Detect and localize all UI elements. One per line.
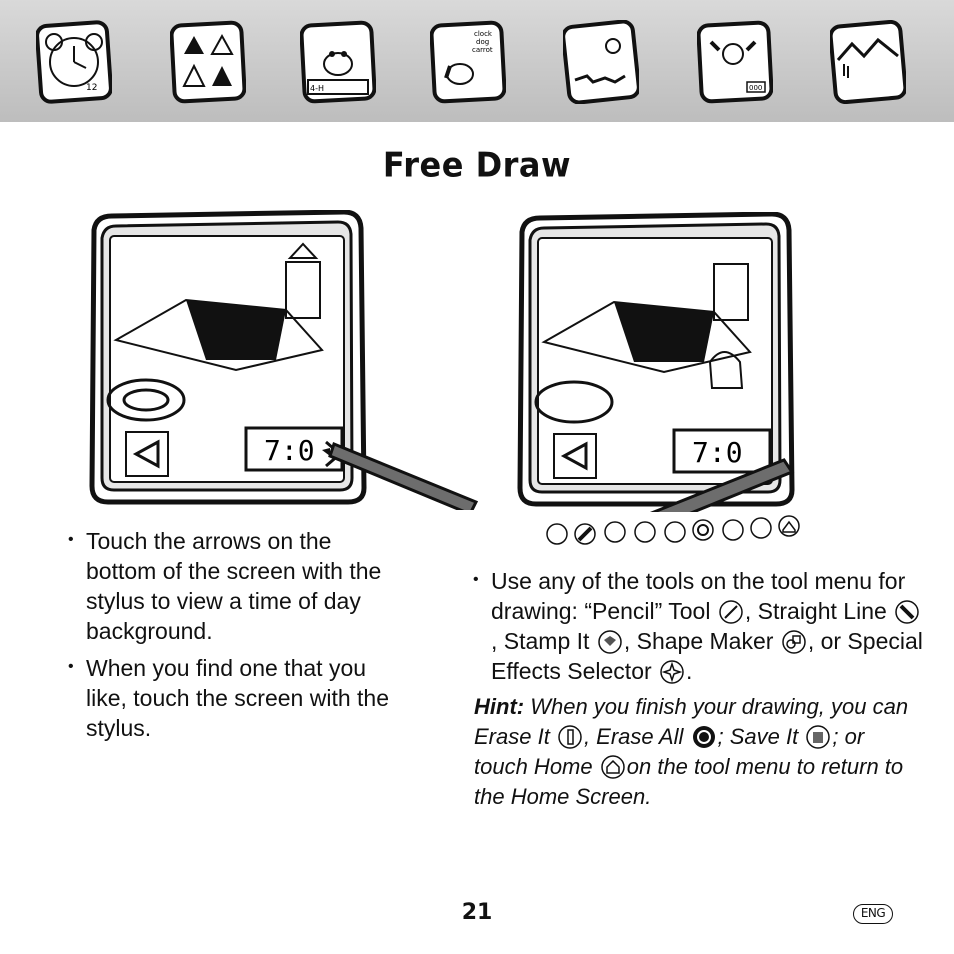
erase-it-icon	[665, 522, 685, 542]
home-icon	[601, 755, 625, 779]
hint-text-2: , Erase All	[583, 724, 684, 749]
words-thumb-line-1: clock	[474, 30, 492, 38]
home-icon	[779, 516, 799, 536]
hint-text-1: When you finish your drawing, you can Erase It	[474, 694, 909, 749]
language-badge: ENG	[853, 904, 893, 924]
tools-intro-text: Use any of the tools on the tool menu for drawing: “Pencil” Tool	[491, 568, 906, 624]
sun-animals-thumbnail	[563, 20, 639, 104]
right-screen-time: 7:0	[692, 436, 743, 469]
tool-menu-strip	[545, 512, 805, 548]
page-number: 21	[461, 900, 493, 925]
special-effects-icon	[723, 520, 743, 540]
top-banner	[0, 0, 954, 122]
pencil-tool-icon	[547, 524, 567, 544]
erase-all-icon	[693, 520, 713, 540]
straight-line-text: , Straight Line	[744, 598, 887, 624]
shapes-thumbnail	[170, 20, 246, 104]
pencil-tool-icon	[719, 600, 743, 624]
left-bullet-2: • When you find one that you like, touch the screen with the stylus.	[68, 653, 404, 743]
erase-all-icon	[692, 725, 716, 749]
right-instructions-list	[473, 566, 923, 693]
time-of-day-screen-illustration	[86, 210, 496, 510]
save-it-icon	[806, 725, 830, 749]
straight-line-icon	[895, 600, 919, 624]
save-it-icon	[751, 518, 771, 538]
stamp-it-text: , Stamp It	[491, 628, 590, 654]
shape-maker-icon	[605, 522, 625, 542]
hint-paragraph	[474, 692, 924, 812]
hint-text-4: ; or touch Home	[474, 724, 865, 779]
clock-thumb-label: 12	[86, 83, 98, 93]
girl-thumb-score: 000	[749, 84, 763, 92]
shape-maker-text: , Shape Maker	[623, 628, 774, 654]
girl-thumbnail	[697, 20, 773, 104]
hint-label: Hint:	[474, 694, 525, 719]
words-thumb-line-3: carrot	[472, 46, 493, 54]
words-dog-thumbnail	[430, 20, 506, 104]
shape-maker-icon	[782, 630, 806, 654]
landscape-thumbnail	[830, 20, 906, 104]
stamp-it-icon	[598, 630, 622, 654]
special-effects-icon	[660, 660, 684, 684]
hint-text-5: on the tool menu to return to the Home Screen.	[474, 754, 904, 809]
tools-end-text: .	[686, 658, 693, 684]
stamp-it-icon	[635, 522, 655, 542]
erase-it-icon	[558, 725, 582, 749]
left-bullet-1: • Touch the arrows on the bottom of the screen with the stylus to view a time of day background.	[68, 526, 404, 646]
special-effects-text: , or Special Effects Selector	[491, 628, 923, 684]
frog-thumbnail	[300, 20, 376, 104]
page-title: Free Draw	[382, 145, 572, 185]
right-bullet-1	[473, 566, 923, 686]
frog-thumb-counter: 4-H	[310, 84, 324, 93]
hint-text-3: ; Save It	[717, 724, 799, 749]
words-thumb-line-2: dog	[476, 38, 490, 46]
left-instructions-list	[68, 526, 404, 750]
left-screen-time: 7:0	[264, 434, 315, 467]
tool-menu-screen-illustration	[514, 212, 814, 512]
clock-thumbnail	[36, 20, 112, 104]
